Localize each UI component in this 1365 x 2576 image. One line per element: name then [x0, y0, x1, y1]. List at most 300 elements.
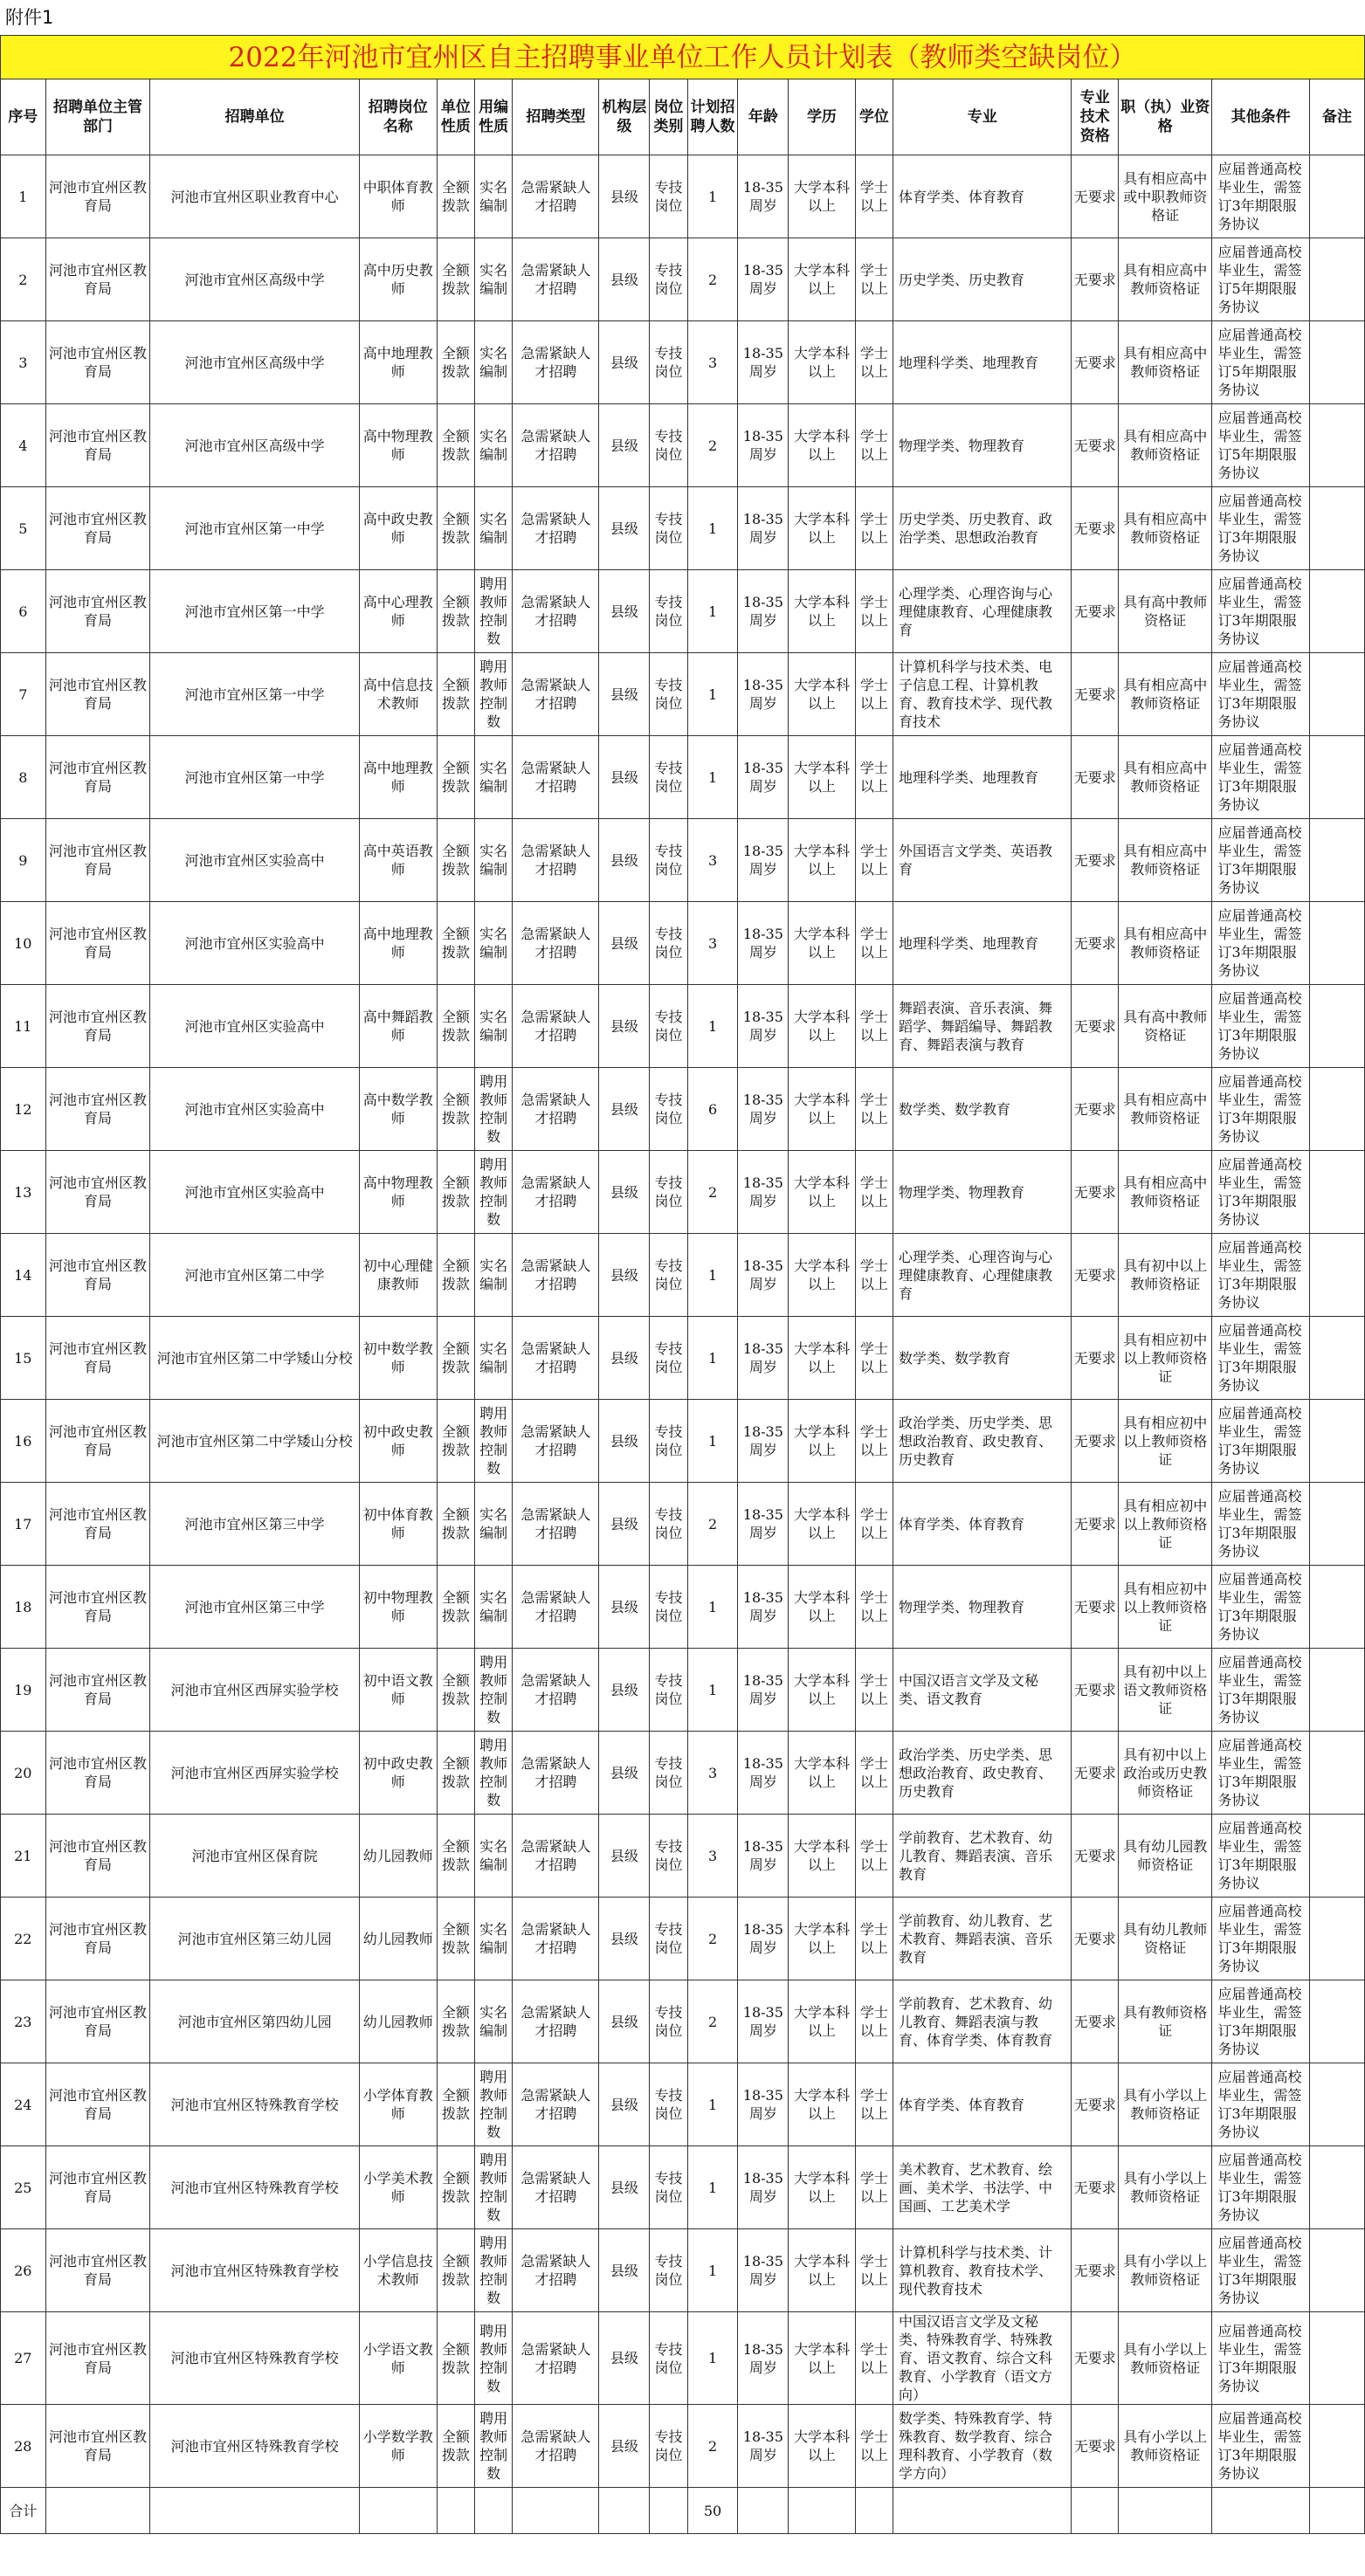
- cell-level: 县级: [599, 570, 650, 653]
- cell-major: 政治学类、历史学类、思想政治教育、政史教育、历史教育: [893, 1400, 1072, 1483]
- cell-position: 初中语文教师: [359, 1649, 437, 1732]
- cell-other-conditions: 应届普通高校毕业生，需签订3年期限服务协议: [1212, 1400, 1309, 1483]
- cell-employer: 河池市宜州区高级中学: [150, 238, 360, 321]
- cell-unit-nature: 全额拨款: [437, 736, 474, 819]
- cell-seq: 10: [1, 902, 46, 985]
- cell-tech-qualification: 无要求: [1072, 1980, 1119, 2063]
- cell-staffing: 聘用教师控制数: [475, 1732, 513, 1815]
- cell-post-category: 专技岗位: [650, 2063, 687, 2146]
- cell-headcount: 1: [687, 1566, 738, 1649]
- cell-professional-qualification: 具有幼儿教师资格证: [1119, 1898, 1212, 1980]
- cell-unit-nature: 全额拨款: [437, 404, 474, 487]
- cell-recruit-type: 急需紧缺人才招聘: [513, 1649, 599, 1732]
- cell-other-conditions: 应届普通高校毕业生，需签订3年期限服务协议: [1212, 985, 1309, 1068]
- cell-recruit-type: 急需紧缺人才招聘: [513, 2405, 599, 2488]
- cell-degree: 学士以上: [855, 1317, 893, 1400]
- cell-department: 河池市宜州区教育局: [45, 321, 150, 404]
- table-row: [1, 2229, 1365, 2312]
- cell-professional-qualification: 具有相应高中教师资格证: [1119, 653, 1212, 736]
- cell-major: 中国汉语言文学及文秘类、语文教育: [893, 1649, 1072, 1732]
- cell-department: 河池市宜州区教育局: [45, 238, 150, 321]
- cell-age: 18-35周岁: [738, 1815, 789, 1898]
- cell-headcount: 1: [687, 1649, 738, 1732]
- cell-position: 幼儿园教师: [359, 1898, 437, 1980]
- cell-post-category: 专技岗位: [650, 2146, 687, 2229]
- cell-recruit-type: 急需紧缺人才招聘: [513, 1980, 599, 2063]
- cell-department: 河池市宜州区教育局: [45, 2146, 150, 2229]
- cell-professional-qualification: 具有相应高中教师资格证: [1119, 487, 1212, 570]
- cell-position: 高中历史教师: [359, 238, 437, 321]
- cell-headcount: 1: [687, 570, 738, 653]
- cell-professional-qualification: 具有高中教师资格证: [1119, 985, 1212, 1068]
- cell-remarks: [1309, 238, 1364, 321]
- cell-age: 18-35周岁: [738, 1151, 789, 1234]
- cell-professional-qualification: 具有相应高中教师资格证: [1119, 321, 1212, 404]
- cell-level: 县级: [599, 1400, 650, 1483]
- cell-headcount: 1: [687, 2063, 738, 2146]
- cell-degree: 学士以上: [855, 1068, 893, 1151]
- cell-unit-nature: 全额拨款: [437, 1151, 474, 1234]
- cell-post-category: 专技岗位: [650, 1068, 687, 1151]
- cell-employer: 河池市宜州区实验高中: [150, 985, 360, 1068]
- cell-other-conditions: 应届普通高校毕业生，需签订3年期限服务协议: [1212, 1483, 1309, 1566]
- cell-major: 体育学类、体育教育: [893, 155, 1072, 238]
- cell-remarks: [1309, 404, 1364, 487]
- cell-education: 大学本科以上: [789, 404, 855, 487]
- cell-post-category: 专技岗位: [650, 902, 687, 985]
- cell-degree: 学士以上: [855, 2146, 893, 2229]
- cell-major: 舞蹈表演、音乐表演、舞蹈学、舞蹈编导、舞蹈教育、舞蹈表演与教育: [893, 985, 1072, 1068]
- cell-tech-qualification: 无要求: [1072, 238, 1119, 321]
- cell-professional-qualification: 具有高中教师资格证: [1119, 570, 1212, 653]
- cell-age: 18-35周岁: [738, 2229, 789, 2312]
- cell-age: 18-35周岁: [738, 985, 789, 1068]
- cell-position: 幼儿园教师: [359, 1980, 437, 2063]
- cell-seq: 21: [1, 1815, 46, 1898]
- cell-post-category: 专技岗位: [650, 1483, 687, 1566]
- cell-education: 大学本科以上: [789, 321, 855, 404]
- cell-professional-qualification: 具有小学以上教师资格证: [1119, 2405, 1212, 2488]
- cell-remarks: [1309, 1234, 1364, 1317]
- cell-recruit-type: 急需紧缺人才招聘: [513, 2229, 599, 2312]
- cell-level: 县级: [599, 2405, 650, 2488]
- cell-education: 大学本科以上: [789, 2146, 855, 2229]
- cell-remarks: [1309, 570, 1364, 653]
- table-row: [1, 1980, 1365, 2063]
- cell-degree: 学士以上: [855, 1815, 893, 1898]
- table-row: [1, 2146, 1365, 2229]
- cell-headcount: 1: [687, 1400, 738, 1483]
- cell-age: 18-35周岁: [738, 902, 789, 985]
- cell-degree: 学士以上: [855, 404, 893, 487]
- cell-major: 美术教育、艺术教育、绘画、美术学、书法学、中国画、工艺美术学: [893, 2146, 1072, 2229]
- cell-headcount: 2: [687, 404, 738, 487]
- cell-major: 计算机科学与技术类、电子信息工程、计算机教育、教育技术学、现代教育技术: [893, 653, 1072, 736]
- cell-degree: 学士以上: [855, 2405, 893, 2488]
- cell-staffing: 实名编制: [475, 1483, 513, 1566]
- cell-major: 外国语言文学类、英语教育: [893, 819, 1072, 902]
- cell-unit-nature: 全额拨款: [437, 1068, 474, 1151]
- cell-tech-qualification: 无要求: [1072, 2146, 1119, 2229]
- cell-degree: 学士以上: [855, 570, 893, 653]
- cell-age: 18-35周岁: [738, 1649, 789, 1732]
- cell-major: 地理科学类、地理教育: [893, 902, 1072, 985]
- cell-staffing: 实名编制: [475, 1815, 513, 1898]
- cell-other-conditions: 应届普通高校毕业生，需签订3年期限服务协议: [1212, 487, 1309, 570]
- cell-education: 大学本科以上: [789, 1483, 855, 1566]
- cell-tech-qualification: 无要求: [1072, 487, 1119, 570]
- cell-remarks: [1309, 1151, 1364, 1234]
- cell-unit-nature: 全额拨款: [437, 1317, 474, 1400]
- cell-other-conditions: 应届普通高校毕业生，需签订3年期限服务协议: [1212, 2312, 1309, 2405]
- cell-other-conditions: 应届普通高校毕业生，需签订3年期限服务协议: [1212, 2063, 1309, 2146]
- cell-major: 物理学类、物理教育: [893, 1566, 1072, 1649]
- cell-department: 河池市宜州区教育局: [45, 1732, 150, 1815]
- cell-level: 县级: [599, 238, 650, 321]
- cell-post-category: 专技岗位: [650, 1898, 687, 1980]
- cell-age: 18-35周岁: [738, 1068, 789, 1151]
- cell-recruit-type: 急需紧缺人才招聘: [513, 1566, 599, 1649]
- cell-degree: 学士以上: [855, 653, 893, 736]
- cell-department: 河池市宜州区教育局: [45, 1068, 150, 1151]
- cell-recruit-type: 急需紧缺人才招聘: [513, 1732, 599, 1815]
- cell-recruit-type: 急需紧缺人才招聘: [513, 1234, 599, 1317]
- cell-age: 18-35周岁: [738, 736, 789, 819]
- cell-level: 县级: [599, 404, 650, 487]
- cell-position: 高中数学教师: [359, 1068, 437, 1151]
- cell-recruit-type: 急需紧缺人才招聘: [513, 1898, 599, 1980]
- cell-education: 大学本科以上: [789, 985, 855, 1068]
- cell-seq: 9: [1, 819, 46, 902]
- cell-remarks: [1309, 1815, 1364, 1898]
- cell-major: 物理学类、物理教育: [893, 1151, 1072, 1234]
- cell-post-category: 专技岗位: [650, 238, 687, 321]
- cell-degree: 学士以上: [855, 1649, 893, 1732]
- cell-level: 县级: [599, 2312, 650, 2405]
- column-header: 招聘岗位名称: [359, 79, 437, 155]
- page-title: 2022年河池市宜州区自主招聘事业单位工作人员计划表（教师类空缺岗位）: [0, 35, 1365, 79]
- cell-professional-qualification: 具有相应高中教师资格证: [1119, 1068, 1212, 1151]
- cell-position: 高中舞蹈教师: [359, 985, 437, 1068]
- cell-recruit-type: 急需紧缺人才招聘: [513, 1317, 599, 1400]
- cell-post-category: 专技岗位: [650, 570, 687, 653]
- cell-major: 历史学类、历史教育、政治学类、思想政治教育: [893, 487, 1072, 570]
- cell-seq: 12: [1, 1068, 46, 1151]
- cell-department: 河池市宜州区教育局: [45, 570, 150, 653]
- cell-professional-qualification: 具有小学以上教师资格证: [1119, 2063, 1212, 2146]
- cell-education: 大学本科以上: [789, 2229, 855, 2312]
- cell-tech-qualification: 无要求: [1072, 653, 1119, 736]
- cell-unit-nature: 全额拨款: [437, 1566, 474, 1649]
- cell-post-category: 专技岗位: [650, 1234, 687, 1317]
- cell-unit-nature: 全额拨款: [437, 487, 474, 570]
- cell-remarks: [1309, 321, 1364, 404]
- table-row: [1, 902, 1365, 985]
- cell-level: 县级: [599, 321, 650, 404]
- cell-department: 河池市宜州区教育局: [45, 985, 150, 1068]
- cell-age: 18-35周岁: [738, 2405, 789, 2488]
- cell-seq: 14: [1, 1234, 46, 1317]
- table-row: [1, 487, 1365, 570]
- cell-department: 河池市宜州区教育局: [45, 2312, 150, 2405]
- cell-age: 18-35周岁: [738, 570, 789, 653]
- cell-department: 河池市宜州区教育局: [45, 1815, 150, 1898]
- cell-unit-nature: 全额拨款: [437, 1400, 474, 1483]
- column-header: 职（执）业资格: [1119, 79, 1212, 155]
- cell-unit-nature: 全额拨款: [437, 155, 474, 238]
- cell-major: 学前教育、幼儿教育、艺术教育、舞蹈表演、音乐教育: [893, 1898, 1072, 1980]
- cell-degree: 学士以上: [855, 1732, 893, 1815]
- cell-staffing: 实名编制: [475, 819, 513, 902]
- cell-department: 河池市宜州区教育局: [45, 487, 150, 570]
- cell-remarks: [1309, 487, 1364, 570]
- cell-department: 河池市宜州区教育局: [45, 2405, 150, 2488]
- cell-post-category: 专技岗位: [650, 736, 687, 819]
- cell-headcount: 3: [687, 902, 738, 985]
- cell-position: 高中地理教师: [359, 321, 437, 404]
- cell-professional-qualification: 具有相应高中教师资格证: [1119, 1151, 1212, 1234]
- cell-major: 体育学类、体育教育: [893, 2063, 1072, 2146]
- cell-staffing: 聘用教师控制数: [475, 2229, 513, 2312]
- table-row: [1, 238, 1365, 321]
- cell-remarks: [1309, 1566, 1364, 1649]
- cell-unit-nature: 全额拨款: [437, 2229, 474, 2312]
- cell-remarks: [1309, 2229, 1364, 2312]
- cell-position: 高中心理教师: [359, 570, 437, 653]
- cell-position: 小学数学教师: [359, 2405, 437, 2488]
- cell-post-category: 专技岗位: [650, 819, 687, 902]
- cell-remarks: [1309, 1732, 1364, 1815]
- cell-age: 18-35周岁: [738, 1898, 789, 1980]
- cell-education: 大学本科以上: [789, 819, 855, 902]
- cell-recruit-type: 急需紧缺人才招聘: [513, 902, 599, 985]
- cell-degree: 学士以上: [855, 1400, 893, 1483]
- table-row: [1, 736, 1365, 819]
- column-header: 招聘单位主管部门: [45, 79, 150, 155]
- cell-level: 县级: [599, 1980, 650, 2063]
- cell-headcount: 1: [687, 985, 738, 1068]
- cell-staffing: 实名编制: [475, 1234, 513, 1317]
- cell-unit-nature: 全额拨款: [437, 2405, 474, 2488]
- cell-employer: 河池市宜州区西屏实验学校: [150, 1649, 360, 1732]
- cell-headcount: 2: [687, 238, 738, 321]
- cell-remarks: [1309, 653, 1364, 736]
- cell-employer: 河池市宜州区第四幼儿园: [150, 1980, 360, 2063]
- cell-employer: 河池市宜州区第二中学: [150, 1234, 360, 1317]
- cell-major: 历史学类、历史教育: [893, 238, 1072, 321]
- cell-headcount: 1: [687, 487, 738, 570]
- column-header: 专业技术资格: [1072, 79, 1119, 155]
- cell-other-conditions: 应届普通高校毕业生，需签订3年期限服务协议: [1212, 1898, 1309, 1980]
- table-row: [1, 321, 1365, 404]
- cell-headcount: 3: [687, 819, 738, 902]
- cell-other-conditions: 应届普通高校毕业生，需签订3年期限服务协议: [1212, 570, 1309, 653]
- cell-major: 数学类、数学教育: [893, 1317, 1072, 1400]
- cell-employer: 河池市宜州区高级中学: [150, 321, 360, 404]
- cell-unit-nature: 全额拨款: [437, 902, 474, 985]
- cell-tech-qualification: 无要求: [1072, 1815, 1119, 1898]
- cell-unit-nature: 全额拨款: [437, 985, 474, 1068]
- cell-post-category: 专技岗位: [650, 1400, 687, 1483]
- table-row: [1, 1649, 1365, 1732]
- cell-level: 县级: [599, 1234, 650, 1317]
- cell-other-conditions: 应届普通高校毕业生，需签订5年期限服务协议: [1212, 238, 1309, 321]
- cell-department: 河池市宜州区教育局: [45, 1151, 150, 1234]
- cell-unit-nature: 全额拨款: [437, 2312, 474, 2405]
- cell-major: 数学类、数学教育: [893, 1068, 1072, 1151]
- cell-age: 18-35周岁: [738, 2063, 789, 2146]
- cell-level: 县级: [599, 1151, 650, 1234]
- cell-other-conditions: 应届普通高校毕业生，需签订3年期限服务协议: [1212, 1649, 1309, 1732]
- cell-tech-qualification: 无要求: [1072, 1898, 1119, 1980]
- cell-education: 大学本科以上: [789, 1400, 855, 1483]
- cell-staffing: 聘用教师控制数: [475, 1649, 513, 1732]
- cell-position: 初中体育教师: [359, 1483, 437, 1566]
- cell-level: 县级: [599, 1815, 650, 1898]
- column-header: 机构层级: [599, 79, 650, 155]
- cell-employer: 河池市宜州区实验高中: [150, 819, 360, 902]
- cell-department: 河池市宜州区教育局: [45, 1234, 150, 1317]
- cell-major: 地理科学类、地理教育: [893, 736, 1072, 819]
- cell-tech-qualification: 无要求: [1072, 1151, 1119, 1234]
- cell-employer: 河池市宜州区第三中学: [150, 1566, 360, 1649]
- cell-staffing: 实名编制: [475, 736, 513, 819]
- cell-level: 县级: [599, 1732, 650, 1815]
- cell-age: 18-35周岁: [738, 2146, 789, 2229]
- cell-major: 心理学类、心理咨询与心理健康教育、心理健康教育: [893, 570, 1072, 653]
- cell-headcount: 6: [687, 1068, 738, 1151]
- cell-level: 县级: [599, 1317, 650, 1400]
- cell-age: 18-35周岁: [738, 1483, 789, 1566]
- cell-unit-nature: 全额拨款: [437, 819, 474, 902]
- cell-other-conditions: 应届普通高校毕业生，需签订3年期限服务协议: [1212, 902, 1309, 985]
- cell-seq: 23: [1, 1980, 46, 2063]
- cell-professional-qualification: 具有初中以上政治或历史教师资格证: [1119, 1732, 1212, 1815]
- column-header: 序号: [1, 79, 46, 155]
- cell-degree: 学士以上: [855, 321, 893, 404]
- cell-post-category: 专技岗位: [650, 321, 687, 404]
- cell-other-conditions: 应届普通高校毕业生，需签订3年期限服务协议: [1212, 1317, 1309, 1400]
- cell-recruit-type: 急需紧缺人才招聘: [513, 736, 599, 819]
- cell-other-conditions: 应届普通高校毕业生，需签订3年期限服务协议: [1212, 1980, 1309, 2063]
- column-header: 计划招聘人数: [687, 79, 738, 155]
- cell-recruit-type: 急需紧缺人才招聘: [513, 155, 599, 238]
- cell-education: 大学本科以上: [789, 2063, 855, 2146]
- cell-major: 学前教育、艺术教育、幼儿教育、舞蹈表演、音乐教育: [893, 1815, 1072, 1898]
- cell-professional-qualification: 具有相应初中以上教师资格证: [1119, 1566, 1212, 1649]
- table-row: [1, 570, 1365, 653]
- cell-recruit-type: 急需紧缺人才招聘: [513, 985, 599, 1068]
- cell-other-conditions: 应届普通高校毕业生，需签订3年期限服务协议: [1212, 155, 1309, 238]
- cell-level: 县级: [599, 487, 650, 570]
- cell-major: 中国汉语言文学及文秘类、特殊教育学、特殊教育、语文教育、综合文科教育、小学教育（语文方向）: [893, 2312, 1072, 2405]
- cell-tech-qualification: 无要求: [1072, 2312, 1119, 2405]
- cell-age: 18-35周岁: [738, 1234, 789, 1317]
- cell-professional-qualification: 具有小学以上教师资格证: [1119, 2312, 1212, 2405]
- cell-recruit-type: 急需紧缺人才招聘: [513, 238, 599, 321]
- cell-headcount: 3: [687, 321, 738, 404]
- cell-staffing: 实名编制: [475, 404, 513, 487]
- table-row: [1, 404, 1365, 487]
- cell-employer: 河池市宜州区特殊教育学校: [150, 2146, 360, 2229]
- table-row: [1, 1234, 1365, 1317]
- cell-employer: 河池市宜州区特殊教育学校: [150, 2312, 360, 2405]
- total-count: 50: [687, 2488, 738, 2534]
- cell-employer: 河池市宜州区第一中学: [150, 736, 360, 819]
- total-row: [1, 2488, 1365, 2534]
- cell-education: 大学本科以上: [789, 653, 855, 736]
- cell-unit-nature: 全额拨款: [437, 1234, 474, 1317]
- cell-employer: 河池市宜州区高级中学: [150, 404, 360, 487]
- cell-unit-nature: 全额拨款: [437, 653, 474, 736]
- cell-employer: 河池市宜州区第一中学: [150, 570, 360, 653]
- cell-unit-nature: 全额拨款: [437, 570, 474, 653]
- cell-department: 河池市宜州区教育局: [45, 1898, 150, 1980]
- cell-position: 幼儿园教师: [359, 1815, 437, 1898]
- cell-headcount: 2: [687, 1151, 738, 1234]
- table-row: [1, 2405, 1365, 2488]
- cell-department: 河池市宜州区教育局: [45, 1649, 150, 1732]
- cell-recruit-type: 急需紧缺人才招聘: [513, 570, 599, 653]
- cell-unit-nature: 全额拨款: [437, 1649, 474, 1732]
- cell-remarks: [1309, 1068, 1364, 1151]
- cell-age: 18-35周岁: [738, 155, 789, 238]
- cell-age: 18-35周岁: [738, 321, 789, 404]
- table-row: [1, 155, 1365, 238]
- cell-department: 河池市宜州区教育局: [45, 1980, 150, 2063]
- cell-department: 河池市宜州区教育局: [45, 1483, 150, 1566]
- cell-unit-nature: 全额拨款: [437, 2063, 474, 2146]
- cell-seq: 25: [1, 2146, 46, 2229]
- table-row: [1, 1566, 1365, 1649]
- cell-position: 高中政史教师: [359, 487, 437, 570]
- cell-employer: 河池市宜州区西屏实验学校: [150, 1732, 360, 1815]
- column-header: 学历: [789, 79, 855, 155]
- cell-tech-qualification: 无要求: [1072, 736, 1119, 819]
- cell-education: 大学本科以上: [789, 2312, 855, 2405]
- cell-recruit-type: 急需紧缺人才招聘: [513, 1068, 599, 1151]
- cell-recruit-type: 急需紧缺人才招聘: [513, 321, 599, 404]
- cell-other-conditions: 应届普通高校毕业生，需签订3年期限服务协议: [1212, 736, 1309, 819]
- cell-level: 县级: [599, 736, 650, 819]
- cell-headcount: 2: [687, 1898, 738, 1980]
- cell-position: 小学体育教师: [359, 2063, 437, 2146]
- cell-level: 县级: [599, 2229, 650, 2312]
- cell-professional-qualification: 具有小学以上教师资格证: [1119, 2229, 1212, 2312]
- cell-staffing: 实名编制: [475, 155, 513, 238]
- cell-seq: 20: [1, 1732, 46, 1815]
- table-row: [1, 1151, 1365, 1234]
- cell-degree: 学士以上: [855, 1566, 893, 1649]
- cell-post-category: 专技岗位: [650, 2229, 687, 2312]
- cell-seq: 22: [1, 1898, 46, 1980]
- cell-position: 小学语文教师: [359, 2312, 437, 2405]
- column-header: 备注: [1309, 79, 1364, 155]
- cell-position: 初中物理教师: [359, 1566, 437, 1649]
- cell-post-category: 专技岗位: [650, 653, 687, 736]
- cell-remarks: [1309, 736, 1364, 819]
- cell-staffing: 聘用教师控制数: [475, 2063, 513, 2146]
- cell-seq: 4: [1, 404, 46, 487]
- cell-post-category: 专技岗位: [650, 1815, 687, 1898]
- cell-professional-qualification: 具有相应初中以上教师资格证: [1119, 1317, 1212, 1400]
- cell-level: 县级: [599, 819, 650, 902]
- cell-seq: 19: [1, 1649, 46, 1732]
- cell-remarks: [1309, 155, 1364, 238]
- cell-recruit-type: 急需紧缺人才招聘: [513, 1815, 599, 1898]
- table-row: [1, 1400, 1365, 1483]
- cell-position: 小学信息技术教师: [359, 2229, 437, 2312]
